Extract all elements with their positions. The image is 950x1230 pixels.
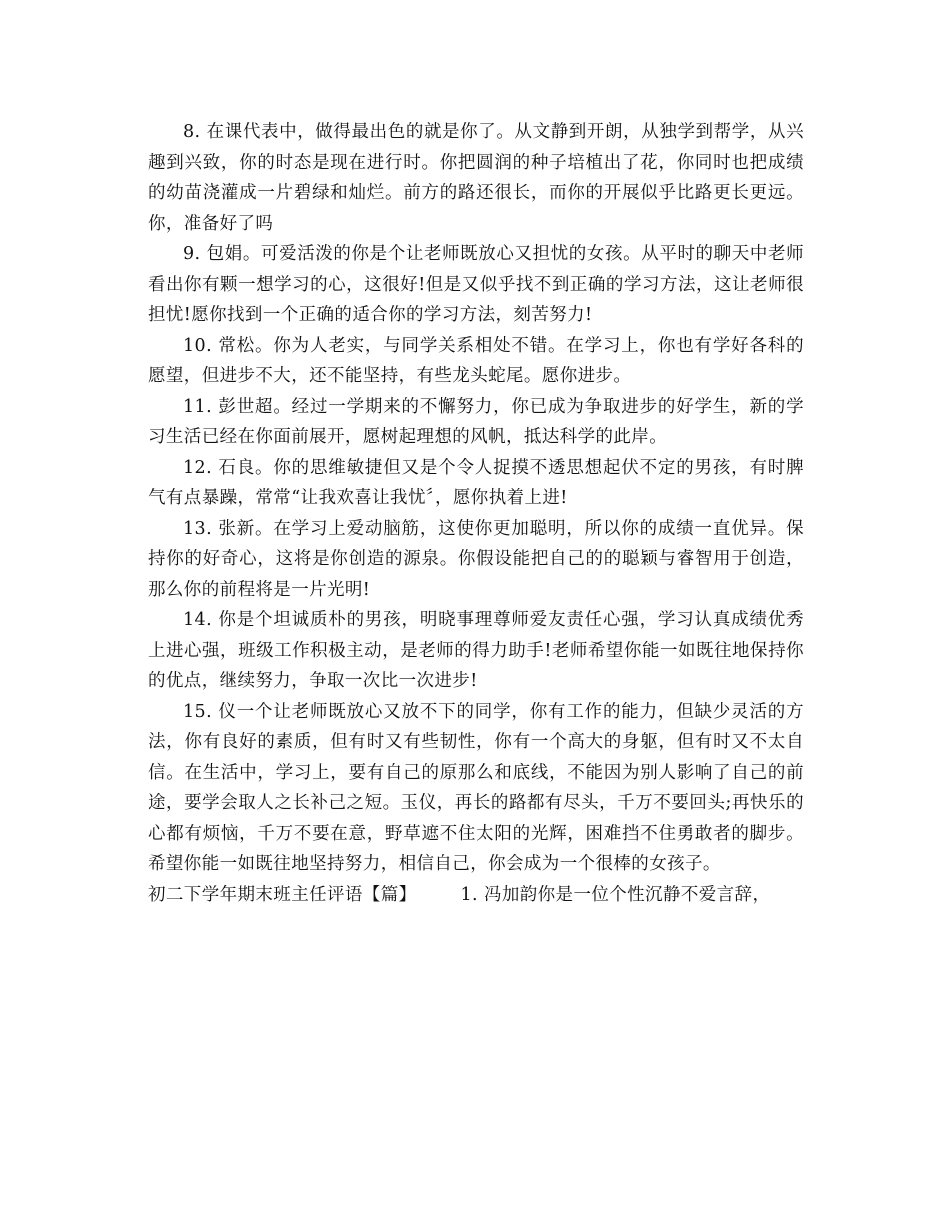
section-heading: 初二下学年期末班主任评语【篇】 (148, 884, 417, 905)
comment-paragraph-13: 13. 张新。在学习上爱动脑筋，这使你更加聪明，所以你的成绩一直优异。保持你的好奇心，这将是你创造的源泉。你假设能把自己的的聪颖与睿智用于创造，那么你的前程将是一片光明! (148, 518, 804, 600)
comment-paragraph-10: 10. 常松。你为人老实，与同学关系相处不错。在学习上，你也有学好各科的愿望，但进步不大，还不能坚持，有些龙头蛇尾。愿你进步。 (148, 335, 804, 386)
comment-paragraph-11: 11. 彭世超。经过一学期来的不懈努力，你已成为争取进步的好学生，新的学习生活已经在你面前展开，愿树起理想的风帆，抵达科学的此岸。 (148, 396, 804, 447)
section-heading-line (148, 880, 804, 911)
comment-paragraph-12: 12. 石良。你的思维敏捷但又是个令人捉摸不透思想起伏不定的男孩，有时脾气有点暴躁，常常“让我欢喜让我忧〞，愿你执着上进! (148, 457, 804, 508)
comment-paragraph-9: 9. 包娟。可爱活泼的你是个让老师既放心又担忧的女孩。从平时的聊天中老师看出你有颗一想学习的心，这很好!但是又似乎找不到正确的学习方法，这让老师很担忧!愿你找到一个正确的适合你的学习方法，刻苦努力! (148, 244, 804, 325)
comment-paragraph-14: 14. 你是个坦诚质朴的男孩，明晓事理尊师爱友责任心强，学习认真成绩优秀上进心强，班级工作积极主动，是老师的得力助手!老师希望你能一如既往地保持你的优点，继续努力，争取一次比一次进步! (148, 610, 804, 691)
comment-paragraph-15: 15. 仪一个让老师既放心又放不下的同学，你有工作的能力，但缺少灵活的方法，你有良好的素质，但有时又有些韧性，你有一个高大的身躯，但有时又不太自信。在生活中，学习上，要有自己的原那么和底线，不能因为别人影响了自己的前途，要学会取人之长补己之短。玉仪，再长的路都有尽头，千万不要回头;再快乐的心都有烦恼，千万不要在意，野草遮不住太阳的光辉，困难挡不住勇敢者的脚步。希望你能一如既往地坚持努力，相信自己，你会成为一个很棒的女孩子。 (148, 701, 804, 874)
comment-paragraph-8: 8. 在课代表中，做得最出色的就是你了。从文静到开朗，从独学到帮学，从兴趣到兴致，你的时态是现在进行时。你把圆润的种子培植出了花，你同时也把成绩的幼苗浇灌成一片碧绿和灿烂。前方的路还很长，而你的开展似乎比路更长更远。你，准备好了吗 (148, 122, 804, 234)
document-body (148, 117, 804, 910)
next-item-start: 1. 冯加韵你是一位个性沉静不爱言辞， (460, 884, 771, 905)
